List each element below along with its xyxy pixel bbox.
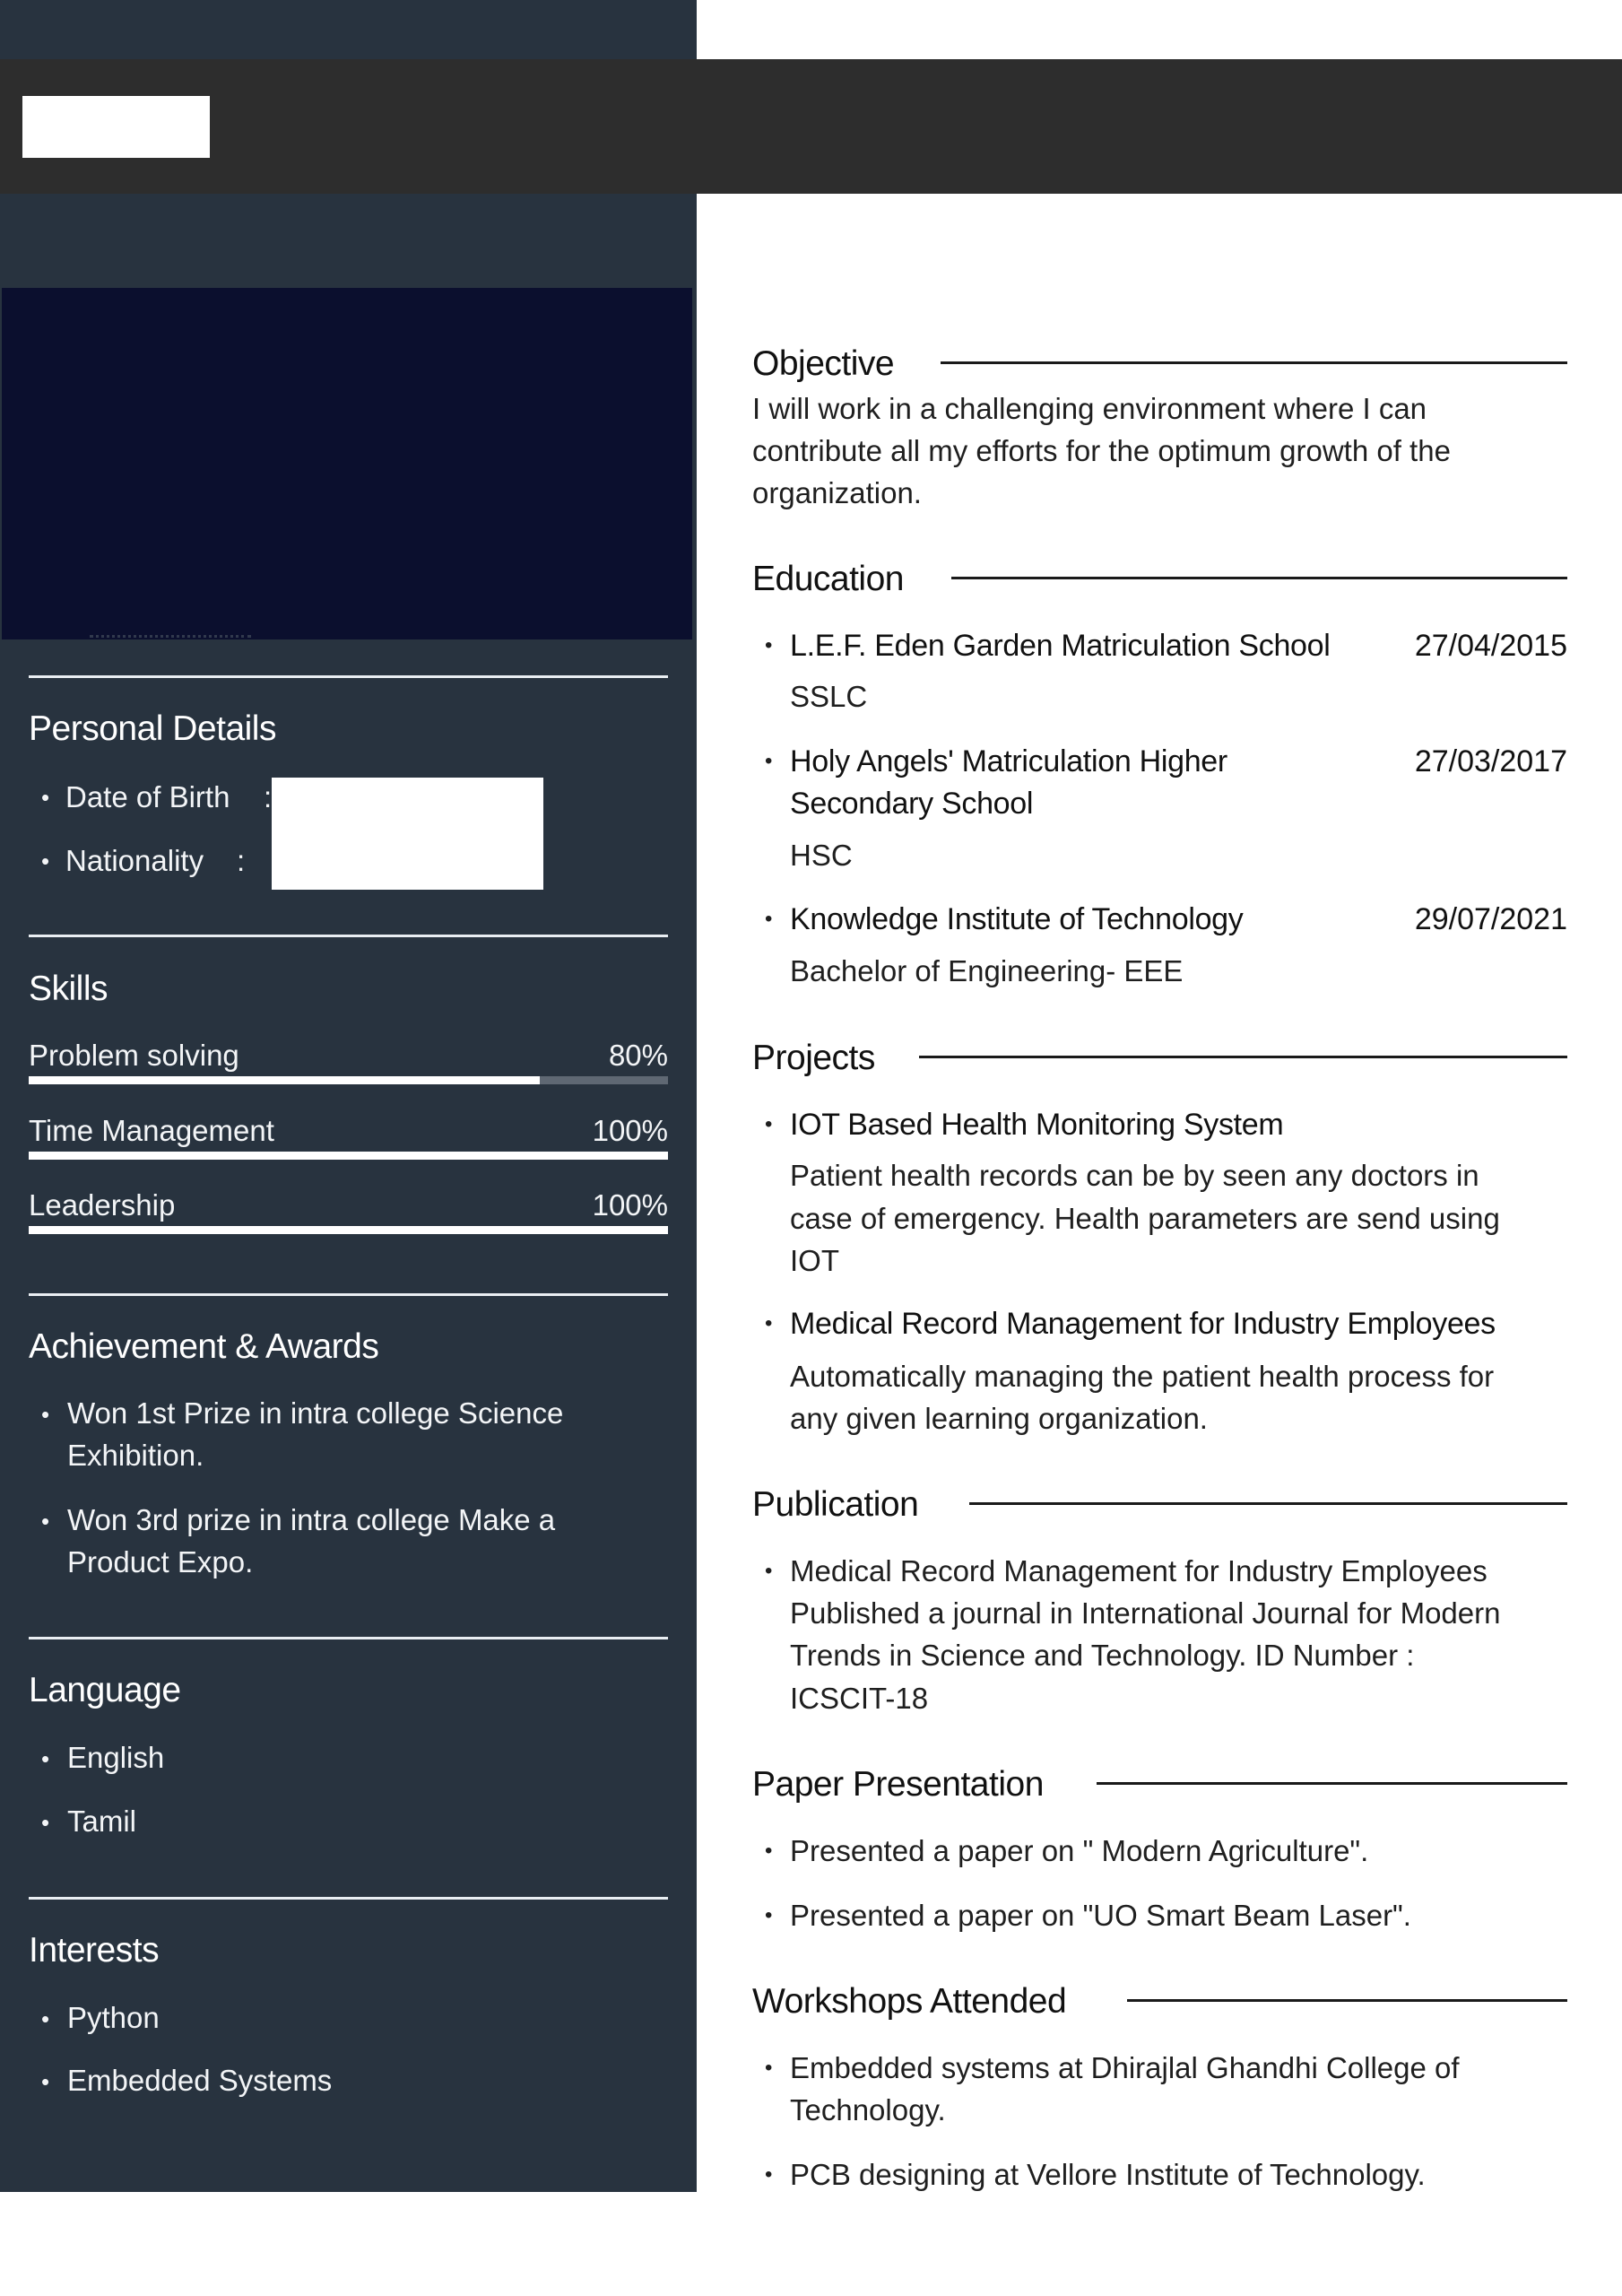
project-name: IOT Based Health Monitoring System <box>790 1108 1284 1142</box>
project-name: Medical Record Management for Industry Employees <box>790 1307 1496 1341</box>
language-item: English <box>67 1741 165 1774</box>
personal-details-redaction <box>272 778 543 890</box>
personal-details-heading: Personal Details <box>29 709 276 748</box>
heading-rule <box>969 1502 1567 1505</box>
achievement-item-cont: Product Expo. <box>67 1545 254 1578</box>
education-date: 29/07/2021 <box>1414 902 1567 936</box>
section-divider <box>29 675 668 678</box>
objective-text-line: organization. <box>752 476 922 509</box>
workshop-item-cont: Technology. <box>790 2093 946 2126</box>
paper-item: Presented a paper on " Modern Agriculture". <box>790 1834 1369 1867</box>
bullet-icon: • <box>765 2162 773 2187</box>
language-heading: Language <box>29 1671 181 1709</box>
project-desc-line: Patient health records can be by seen any doctors in <box>790 1159 1479 1192</box>
objective-text-line: I will work in a challenging environment where I can <box>752 392 1427 425</box>
heading-rule <box>919 1056 1567 1058</box>
project-desc-line: IOT <box>790 1244 839 1277</box>
skill-percent: 100% <box>592 1114 668 1147</box>
name-redaction-box <box>22 96 210 158</box>
publication-heading: Publication <box>752 1485 919 1524</box>
skill-label: Problem solving <box>29 1039 239 1072</box>
section-divider <box>29 1293 668 1296</box>
interests-heading: Interests <box>29 1931 160 1970</box>
bullet-icon: • <box>41 1401 50 1428</box>
education-school: L.E.F. Eden Garden Matriculation School <box>790 629 1331 663</box>
workshop-item: Embedded systems at Dhirajlal Ghandhi College of <box>790 2051 1460 2084</box>
interest-item: Embedded Systems <box>67 2064 333 2097</box>
projects-heading: Projects <box>752 1039 875 1077</box>
photo-contact-block <box>2 288 692 639</box>
skill-bar-leadership <box>29 1226 668 1234</box>
obscured-contact-text <box>90 635 251 642</box>
publication-line: Medical Record Management for Industry Employees <box>790 1554 1488 1587</box>
bullet-icon: • <box>41 2005 50 2032</box>
publication-line: ICSCIT-18 <box>790 1682 929 1715</box>
heading-rule <box>951 577 1567 579</box>
bullet-icon: • <box>765 907 773 931</box>
nationality-separator: : <box>237 844 246 877</box>
achievement-item: Won 1st Prize in intra college Science <box>67 1396 564 1430</box>
interest-item: Python <box>67 2001 160 2034</box>
bullet-icon: • <box>765 749 773 773</box>
section-divider <box>29 1637 668 1639</box>
skills-heading: Skills <box>29 970 108 1008</box>
bullet-icon: • <box>41 1745 50 1772</box>
education-school-cont: Secondary School <box>790 787 1034 821</box>
bullet-icon: • <box>765 2056 773 2080</box>
heading-rule <box>1127 1999 1567 2002</box>
skill-bar-fill <box>29 1152 668 1160</box>
skill-percent: 100% <box>592 1188 668 1222</box>
achievement-item-cont: Exhibition. <box>67 1439 204 1472</box>
section-divider <box>29 935 668 937</box>
dob-separator: : <box>264 780 273 813</box>
publication-line: Trends in Science and Technology. ID Number : <box>790 1639 1415 1672</box>
header-bar <box>0 59 1622 194</box>
education-date: 27/04/2015 <box>1414 629 1567 663</box>
bullet-icon: • <box>765 1559 773 1583</box>
bullet-icon: • <box>765 1311 773 1335</box>
project-desc-line: case of emergency. Health parameters are send using <box>790 1202 1500 1235</box>
publication-line: Published a journal in International Journal for Modern <box>790 1596 1501 1630</box>
education-degree: HSC <box>790 839 853 872</box>
education-school: Holy Angels' Matriculation Higher <box>790 744 1227 778</box>
skill-percent: 80% <box>608 1039 668 1072</box>
paper-item: Presented a paper on "UO Smart Beam Laser". <box>790 1899 1411 1932</box>
skill-bar-problem-solving <box>29 1076 668 1084</box>
skill-label: Time Management <box>29 1114 274 1147</box>
workshop-item: PCB designing at Vellore Institute of Technology. <box>790 2158 1426 2191</box>
section-divider <box>29 1897 668 1900</box>
skill-bar-time-management <box>29 1152 668 1160</box>
bullet-icon: • <box>765 633 773 657</box>
education-heading: Education <box>752 560 904 598</box>
achievements-heading: Achievement & Awards <box>29 1327 379 1366</box>
objective-heading: Objective <box>752 344 895 383</box>
achievement-item: Won 3rd prize in intra college Make a <box>67 1503 556 1536</box>
project-desc-line: Automatically managing the patient health process for <box>790 1360 1495 1393</box>
skill-bar-fill <box>29 1226 668 1234</box>
workshops-heading: Workshops Attended <box>752 1982 1067 2021</box>
bullet-icon: • <box>765 1112 773 1136</box>
nationality-label: Nationality <box>65 844 204 877</box>
heading-rule <box>1097 1782 1567 1785</box>
education-school: Knowledge Institute of Technology <box>790 902 1244 936</box>
skill-bar-fill <box>29 1076 540 1084</box>
bullet-icon: • <box>41 2068 50 2095</box>
heading-rule <box>941 361 1567 364</box>
dob-label: Date of Birth <box>65 780 230 813</box>
skill-label: Leadership <box>29 1188 176 1222</box>
bullet-icon: • <box>41 784 50 811</box>
bullet-icon: • <box>41 848 50 874</box>
education-degree: Bachelor of Engineering- EEE <box>790 954 1184 987</box>
bullet-icon: • <box>41 1809 50 1836</box>
paper-presentation-heading: Paper Presentation <box>752 1765 1044 1804</box>
education-degree: SSLC <box>790 680 868 713</box>
objective-text-line: contribute all my efforts for the optimum growth of the <box>752 434 1451 467</box>
bullet-icon: • <box>765 1839 773 1863</box>
bullet-icon: • <box>765 1903 773 1927</box>
education-date: 27/03/2017 <box>1414 744 1567 778</box>
project-desc-line: any given learning organization. <box>790 1402 1208 1435</box>
language-item: Tamil <box>67 1805 137 1838</box>
bullet-icon: • <box>41 1508 50 1535</box>
